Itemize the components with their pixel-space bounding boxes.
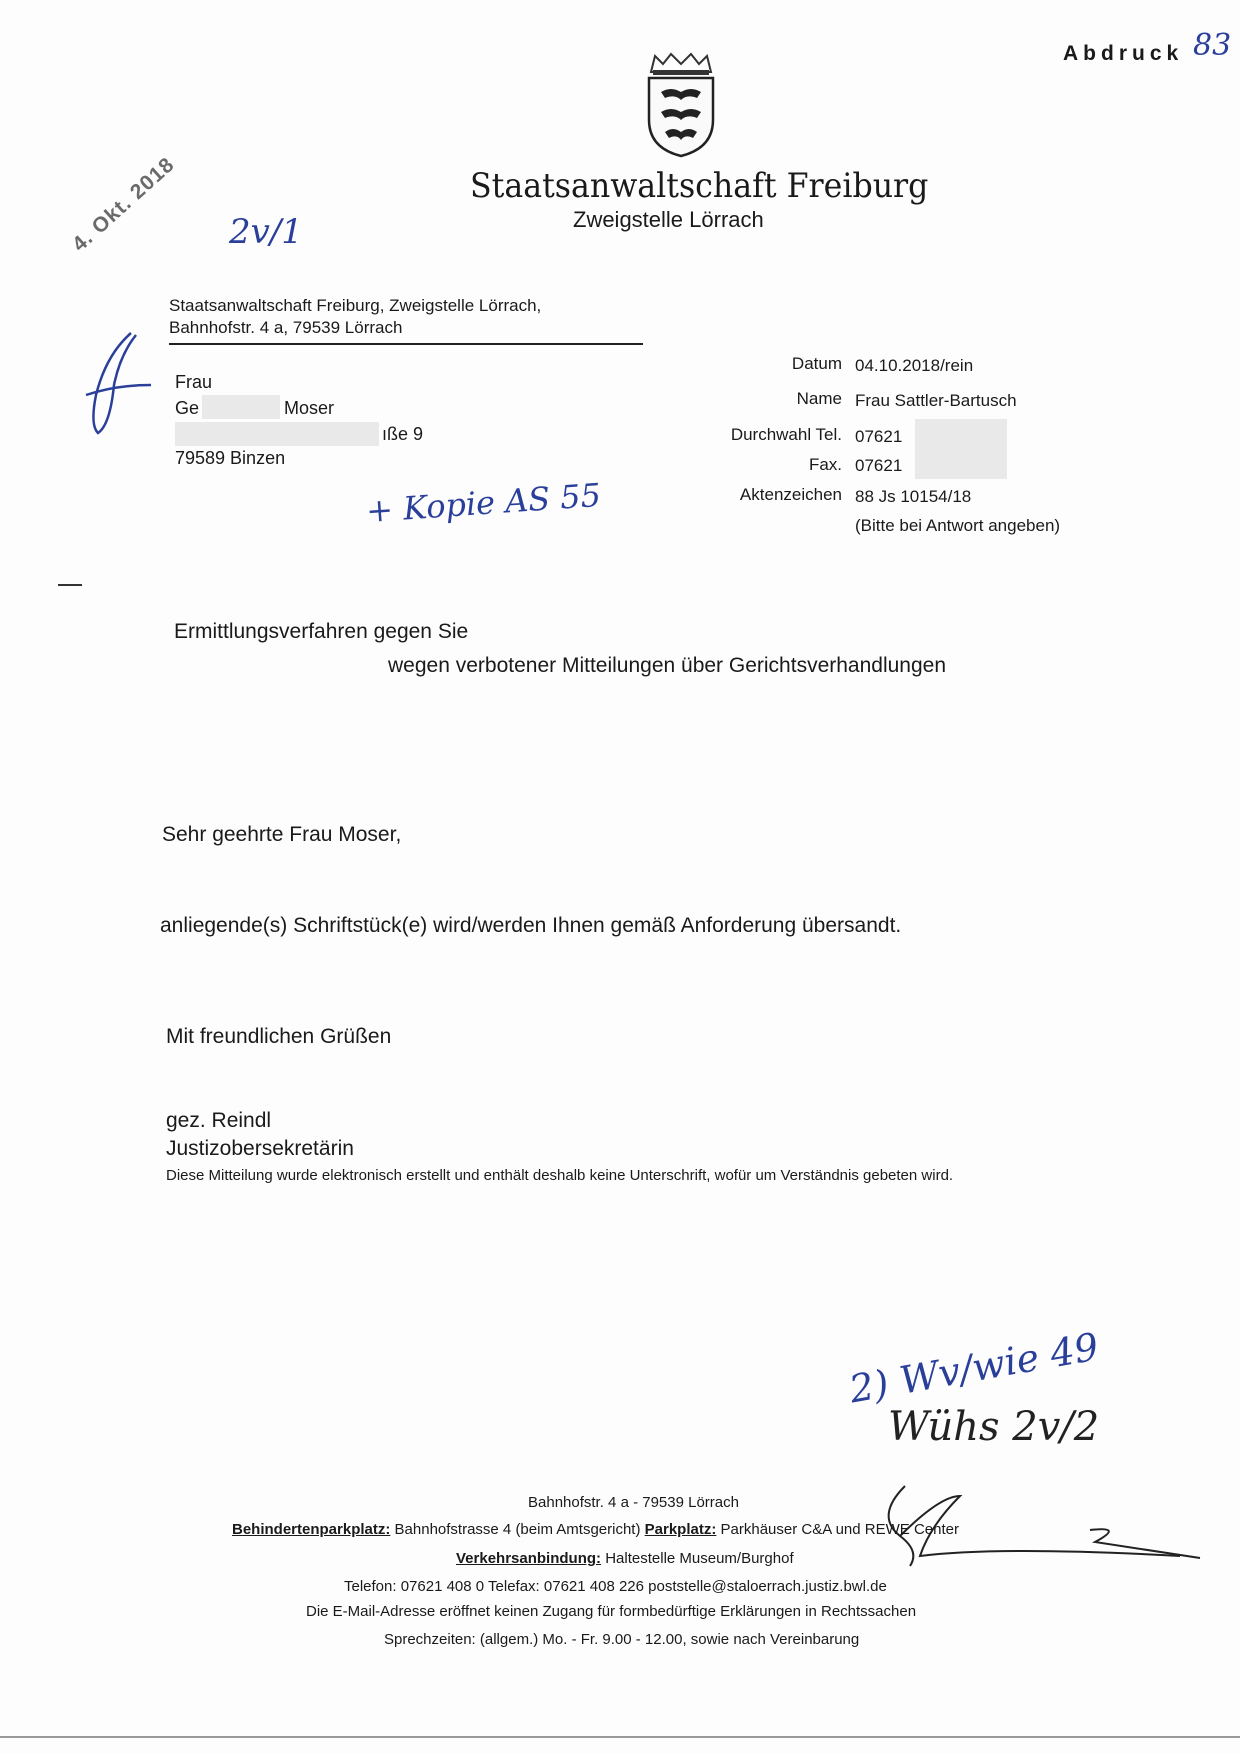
- sender-divider: [169, 343, 643, 345]
- redacted-first-name: [202, 395, 280, 419]
- meta-value-reference: 88 Js 10154/18: [855, 487, 972, 506]
- sender-line-1: Staatsanwaltschaft Freiburg, Zweigstelle Lörrach,: [169, 296, 542, 315]
- greeting: Sehr geehrte Frau Moser,: [162, 823, 402, 846]
- footer-parking-line: [232, 1521, 959, 1538]
- abdruck-label: Abdruck: [1063, 42, 1184, 65]
- footer-contact: Telefon: 07621 408 0 Telefax: 07621 408 226 poststelle@staloerrach.justiz.bwl.de: [344, 1578, 887, 1595]
- handwritten-note-top: 2v/1: [229, 212, 303, 252]
- fold-mark: [58, 584, 82, 586]
- meta-label-fax: Fax.: [808, 455, 842, 474]
- handwritten-copy-note: + Kopie AS 55: [364, 475, 603, 531]
- meta-value-fax: 07621: [855, 456, 903, 475]
- recipient-name-start: Ge: [175, 398, 200, 418]
- electronic-notice: Diese Mitteilung wurde elektronisch erstellt und enthält deshalb keine Unterschrift, wofür um Verständnis gebeten wird.: [166, 1167, 954, 1184]
- recipient-surname: Moser: [284, 398, 335, 418]
- recipient-street-end: ıße 9: [382, 424, 424, 444]
- footer-email-notice: Die E-Mail-Adresse eröffnet keinen Zugang für formbedürftige Erklärungen in Rechtssachen: [306, 1603, 917, 1620]
- meta-value-name: Frau Sattler-Bartusch: [855, 391, 1017, 410]
- handwritten-note-bottom-2: Wühs 2v/2: [888, 1404, 1100, 1450]
- footer-office-hours: Sprechzeiten: (allgem.) Mo. - Fr. 9.00 - 12.00, sowie nach Vereinbarung: [384, 1631, 860, 1648]
- signer-name: gez. Reindl: [166, 1109, 272, 1132]
- footer-transport-value: Haltestelle Museum/Burghof: [605, 1550, 794, 1567]
- bottom-page-border: [0, 1736, 1240, 1738]
- subject-line-1: Ermittlungsverfahren gegen Sie: [174, 620, 469, 643]
- meta-label-phone: Durchwahl Tel.: [730, 425, 842, 444]
- received-stamp: 4. Okt. 2018: [67, 152, 180, 257]
- authority-title: Staatsanwaltschaft Freiburg: [470, 166, 929, 206]
- footer-disabled-parking-value: Bahnhofstrasse 4 (beim Amtsgericht): [394, 1521, 641, 1538]
- sender-line-2: Bahnhofstr. 4 a, 79539 Lörrach: [169, 318, 403, 337]
- coat-of-arms-icon: [641, 50, 721, 160]
- handwritten-page-number: 83: [1193, 28, 1232, 63]
- meta-reference-hint: (Bitte bei Antwort angeben): [855, 516, 1061, 535]
- handwritten-note-bottom-1: 2) Wv/wie 49: [846, 1324, 1102, 1412]
- signer-title: Justizobersekretärin: [166, 1137, 354, 1160]
- meta-value-phone: 07621: [855, 427, 903, 446]
- meta-label-name: Name: [796, 389, 842, 408]
- meta-value-date: 04.10.2018/rein: [855, 356, 974, 375]
- body-text: anliegende(s) Schriftstück(e) wird/werden Ihnen gemäß Anforderung übersandt.: [160, 914, 902, 937]
- footer-parking-label: Parkplatz:: [644, 1521, 717, 1538]
- subject-line-2: wegen verbotener Mitteilungen über Gerichtsverhandlungen: [388, 654, 947, 677]
- authority-subtitle: Zweigstelle Lörrach: [573, 207, 764, 232]
- closing: Mit freundlichen Grüßen: [166, 1025, 392, 1048]
- recipient-salutation: Frau: [175, 372, 213, 392]
- footer-transport-line: [456, 1550, 794, 1567]
- recipient-city: 79589 Binzen: [175, 448, 286, 468]
- footer-parking-value: Parkhäuser C&A und REWE Center: [720, 1521, 959, 1538]
- handwritten-paraph-icon: [76, 320, 156, 450]
- footer-disabled-parking-label: Behindertenparkplatz:: [232, 1521, 391, 1538]
- footer-transport-label: Verkehrsanbindung:: [456, 1550, 602, 1567]
- redacted-phone-fax: [915, 419, 1007, 479]
- meta-label-date: Datum: [791, 354, 842, 373]
- footer-address: Bahnhofstr. 4 a - 79539 Lörrach: [528, 1494, 739, 1511]
- meta-label-reference: Aktenzeichen: [739, 485, 842, 504]
- redacted-street: [175, 422, 379, 446]
